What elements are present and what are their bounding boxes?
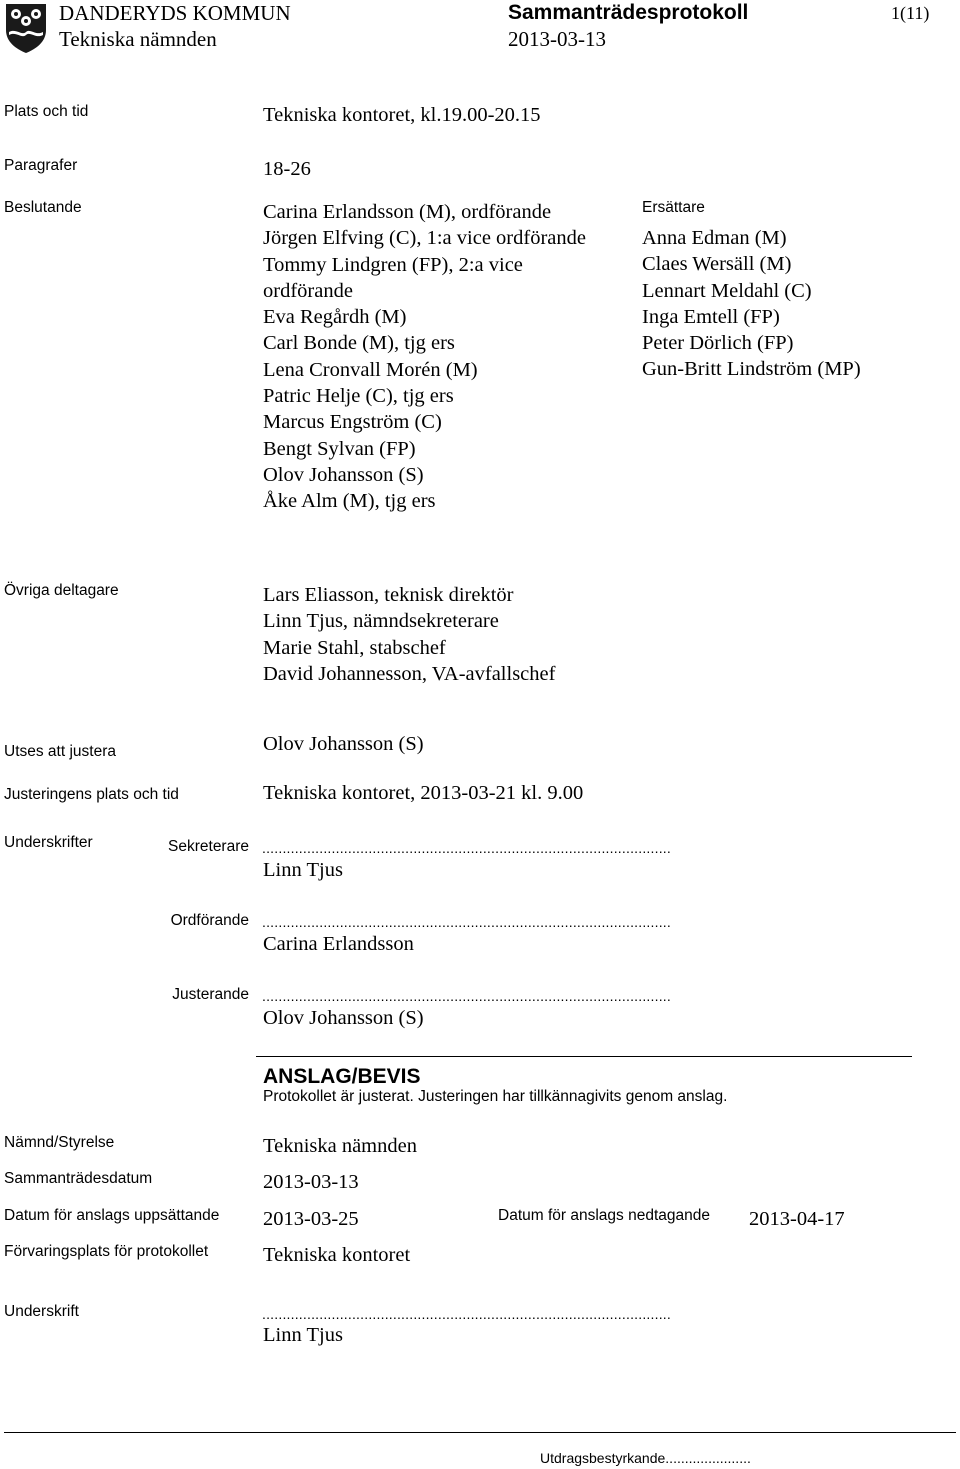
- place-label: Plats och tid: [4, 103, 89, 120]
- list-item: Inga Emtell (FP): [642, 305, 780, 328]
- notice-title: ANSLAG/BEVIS: [263, 1065, 421, 1088]
- list-item: Marie Stahl, stabschef: [263, 636, 446, 659]
- list-item: Carl Bonde (M), tjg ers: [263, 332, 455, 355]
- meeting-date-header: 2013-03-13: [508, 27, 606, 51]
- substitutes-label: Ersättare: [642, 199, 705, 216]
- list-item: Lars Eliasson, teknisk direktör: [263, 584, 514, 606]
- extract-certification: Utdragsbestyrkande......................: [540, 1450, 751, 1466]
- list-item: Jörgen Elfving (C), 1:a vice ordförande: [263, 227, 586, 250]
- list-item: Linn Tjus, nämndsekreterare: [263, 610, 499, 633]
- list-item: Peter Dörlich (FP): [642, 332, 794, 355]
- footer-divider: [4, 1432, 956, 1433]
- secretary-signature-line: ....................................................................................................: [262, 840, 671, 856]
- list-item: Gun-Britt Lindström (MP): [642, 358, 861, 381]
- coat-of-arms-icon: [4, 2, 48, 54]
- adjustment-place-label: Justeringens plats och tid: [4, 786, 179, 803]
- adjuster-value: Olov Johansson (S): [263, 733, 424, 755]
- posted-date-label: Datum för anslags uppsättande: [4, 1207, 220, 1224]
- department-name: Tekniska nämnden: [59, 27, 217, 51]
- list-item: Tommy Lindgren (FP), 2:a vice: [263, 253, 523, 276]
- adjuster-label: Utses att justera: [4, 743, 116, 760]
- signatures-label: Underskrifter: [4, 834, 93, 851]
- list-item: Bengt Sylvan (FP): [263, 437, 416, 460]
- list-item: Claes Wersäll (M): [642, 253, 792, 276]
- list-item: Lennart Meldahl (C): [642, 279, 812, 302]
- board-value: Tekniska nämnden: [263, 1135, 417, 1157]
- signature-label: Underskrift: [4, 1303, 79, 1320]
- decision-makers-list: [263, 199, 586, 515]
- list-item: Patric Helje (C), tjg ers: [263, 385, 454, 408]
- adjustment-place-value: Tekniska kontoret, 2013-03-21 kl. 9.00: [263, 782, 584, 804]
- page-number: 1(11): [891, 3, 930, 23]
- list-item: Carina Erlandsson (M), ordförande: [263, 201, 552, 223]
- storage-value: Tekniska kontoret: [263, 1244, 411, 1266]
- organization-name: DANDERYDS KOMMUN: [59, 1, 291, 25]
- chair-signature-line: ....................................................................................................: [262, 914, 671, 930]
- other-participants-list: [263, 582, 555, 687]
- paragraphs-value: 18-26: [263, 158, 311, 180]
- adjuster-name: Olov Johansson (S): [263, 1007, 424, 1029]
- board-label: Nämnd/Styrelse: [4, 1134, 115, 1151]
- meeting-date-label: Sammanträdesdatum: [4, 1170, 153, 1187]
- list-item: David Johannesson, VA-avfallschef: [263, 662, 556, 685]
- posted-date-value: 2013-03-25: [263, 1208, 359, 1230]
- chair-name: Carina Erlandsson: [263, 933, 414, 955]
- decision-makers-label: Beslutande: [4, 199, 82, 216]
- notice-signature-line: ....................................................................................................: [262, 1306, 671, 1322]
- list-item: Åke Alm (M), tjg ers: [263, 490, 436, 513]
- list-item: ordförande: [263, 279, 353, 302]
- storage-label: Förvaringsplats för protokollet: [4, 1243, 209, 1260]
- removed-date-label: Datum för anslags nedtagande: [498, 1207, 710, 1224]
- notice-subtitle: Protokollet är justerat. Justeringen har tillkännagivits genom anslag.: [263, 1088, 728, 1105]
- secretary-role: Sekreterare: [168, 838, 249, 855]
- list-item: Marcus Engström (C): [263, 411, 442, 434]
- adjuster-role: Justerande: [172, 986, 249, 1003]
- other-participants-label: Övriga deltagare: [4, 582, 119, 599]
- meeting-date-value: 2013-03-13: [263, 1171, 359, 1193]
- removed-date-value: 2013-04-17: [749, 1208, 845, 1230]
- notice-signature-name: Linn Tjus: [263, 1324, 343, 1346]
- list-item: Lena Cronvall Morén (M): [263, 358, 478, 381]
- document-title: Sammanträdesprotokoll: [508, 1, 749, 24]
- chair-role: Ordförande: [170, 912, 249, 929]
- place-value: Tekniska kontoret, kl.19.00-20.15: [263, 104, 541, 126]
- list-item: Eva Regårdh (M): [263, 306, 407, 329]
- list-item: Olov Johansson (S): [263, 463, 424, 486]
- list-item: Anna Edman (M): [642, 227, 787, 249]
- section-divider: [256, 1056, 912, 1057]
- substitutes-list: [642, 225, 861, 383]
- secretary-name: Linn Tjus: [263, 859, 343, 881]
- adjuster-signature-line: ....................................................................................................: [262, 988, 671, 1004]
- paragraphs-label: Paragrafer: [4, 157, 78, 174]
